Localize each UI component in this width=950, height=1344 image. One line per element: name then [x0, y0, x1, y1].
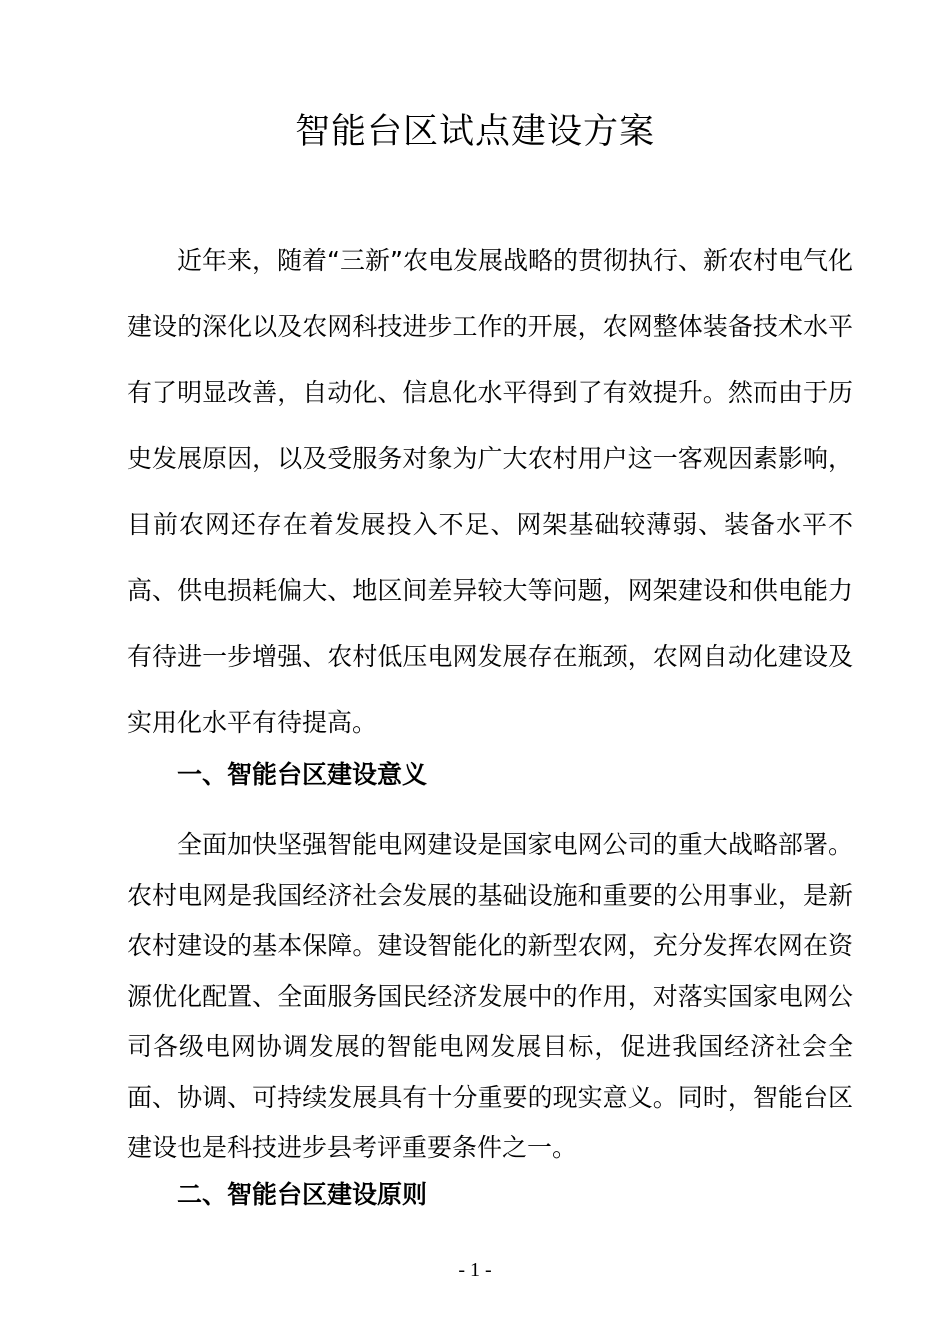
document-title: 智能台区试点建设方案 — [294, 112, 655, 152]
section-heading-principles: 二、智能台区建设原则 — [177, 1180, 428, 1209]
body-paragraph-intro: 近年来，随着“三新”农电发展战略的贯彻执行、新农村电气化建设的深化以及农网科技进步工作的开展，农网整体装备技术水平有了明显改善，自动化、信息化水平得到了有效提升。然而由于历史发展原因，以及受服务对象为广大农村用户这一客观因素影响，目前农网还存在着发展投入不足、网架基础较薄弱、装备水平不高、供电损耗偏大、地区间差异较大等问题，网架建设和供电能力有待进一步增强、农村低压电网发展存在瓶颈，农网自动化建设及实用化水平有待提高。 — [127, 246, 853, 737]
page-number: - 1 - — [458, 1259, 492, 1281]
body-paragraph-significance: 全面加快坚强智能电网建设是国家电网公司的重大战略部署。农村电网是我国经济社会发展的基础设施和重要的公用事业，是新农村建设的基本保障。建设智能化的新型农网，充分发挥农网在资源优化配置、全面服务国民经济发展中的作用，对落实国家电网公司各级电网协调发展的智能电网发展目标，促进我国经济社会全面、协调、可持续发展具有十分重要的现实意义。同时，智能台区建设也是科技进步县考评重要条件之一。 — [127, 830, 853, 1162]
section-heading-significance: 一、智能台区建设意义 — [177, 760, 428, 789]
